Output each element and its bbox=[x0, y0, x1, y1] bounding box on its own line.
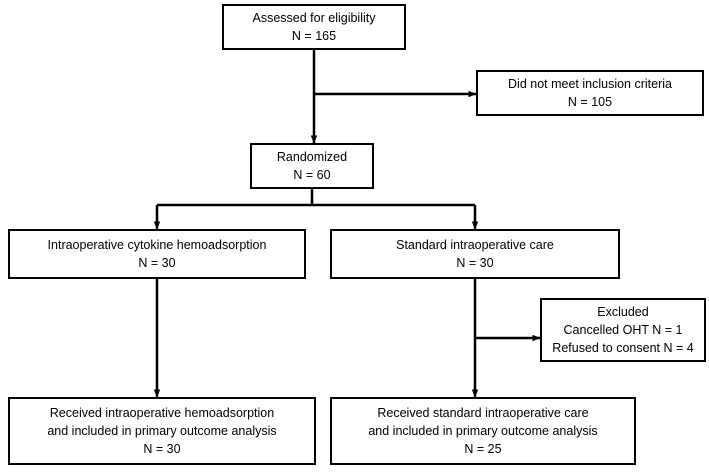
node-analyzed-control bbox=[330, 397, 636, 465]
node-line: N = 30 bbox=[456, 256, 494, 270]
node-line: N = 165 bbox=[291, 29, 337, 43]
node-line: N = 30 bbox=[143, 442, 181, 457]
node-did-not-meet-inclusion-criteria bbox=[476, 70, 704, 116]
node-line: and included in primary outcome analysis bbox=[47, 423, 277, 438]
node-line: Standard intraoperative care bbox=[396, 237, 554, 252]
node-randomized bbox=[250, 143, 374, 189]
node-line: Refused to consent N = 4 bbox=[552, 341, 694, 356]
node-line: Intraoperative cytokine hemoadsorption bbox=[47, 237, 267, 252]
node-line: and included in primary outcome analysis bbox=[368, 423, 598, 438]
node-assessed-for-eligibility bbox=[222, 4, 406, 50]
node-intervention-arm bbox=[8, 229, 306, 279]
node-line: Excluded bbox=[597, 304, 649, 319]
node-analyzed-intervention bbox=[8, 397, 316, 465]
node-line: N = 105 bbox=[567, 95, 613, 109]
node-line: Randomized bbox=[276, 149, 348, 164]
node-line: Received intraoperative hemoadsorption bbox=[49, 405, 275, 420]
node-excluded-post-randomization bbox=[540, 298, 706, 362]
node-line: Received standard intraoperative care bbox=[377, 405, 589, 420]
node-line: Cancelled OHT N = 1 bbox=[563, 322, 683, 337]
node-line: N = 30 bbox=[138, 256, 176, 270]
node-line: N = 25 bbox=[464, 442, 502, 457]
node-line: Assessed for eligibility bbox=[252, 10, 376, 25]
node-control-arm bbox=[330, 229, 620, 279]
node-line: N = 60 bbox=[293, 168, 331, 182]
node-line: Did not meet inclusion criteria bbox=[508, 76, 672, 91]
